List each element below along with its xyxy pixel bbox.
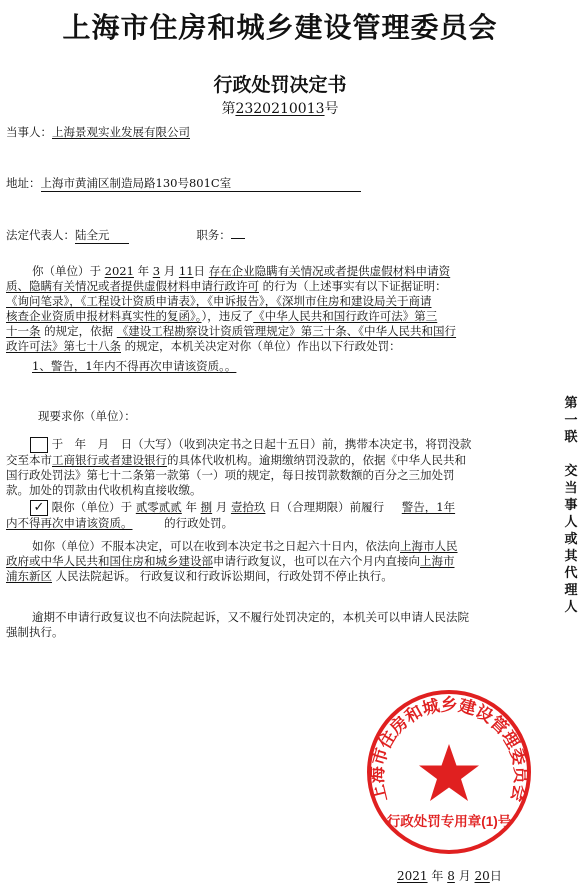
address-value: 上海市黄浦区制造局路130号801C室 — [41, 176, 361, 192]
p4-court: 上海市 — [420, 554, 455, 568]
p2-text-b-post: 的具体代收机构。逾期缴纳罚没款的，依据《中华人民共和 — [167, 453, 466, 467]
deadline-paragraph — [6, 500, 551, 531]
p3-day: 壹拾玖 — [230, 500, 266, 514]
copy-note-char — [562, 446, 580, 463]
copy-note-char: 或 — [564, 532, 578, 547]
p1-text-d: 的规定，依据 — [44, 324, 114, 338]
appeal-paragraph — [6, 539, 551, 584]
p2-bank: 工商银行或者建设银行 — [52, 453, 167, 467]
p4-gov: 上海市人民 — [400, 539, 458, 553]
date-month: 8 — [447, 869, 455, 883]
penalty-item-text: 1、警告，1年内不得再次申请该资质。。 — [32, 359, 237, 373]
p3-day-unit: 日（合理期限）前履行 — [269, 500, 385, 514]
p4-text-a: 如你（单位）不服本决定，可以在收到本决定书之日起六十日内，依法向 — [32, 539, 400, 553]
p1-violation-line1: 存在企业隐瞒有关情况或者提供虚假材料申请资 — [208, 264, 451, 278]
p3-item-line2: 内不得再次申请该资质。 — [6, 516, 133, 530]
p1-year: 2021 — [104, 264, 134, 278]
date-day: 20 — [474, 869, 490, 883]
p1-day: 11 — [178, 264, 194, 278]
party-label: 当事人： — [6, 125, 52, 139]
rep-name: 陆全元 — [75, 228, 129, 244]
p3-item: 警告，1年 — [401, 500, 456, 514]
post-value — [231, 238, 245, 239]
p2-text-a: 于 年 月 日（大写）（收到决定书之日起十五日）前，携带本决定书，将罚没款 — [51, 437, 472, 451]
official-seal — [363, 686, 535, 858]
address-label: 地址： — [6, 176, 41, 190]
deadline-checkbox[interactable]: ✓ — [30, 500, 48, 516]
p1-text-e: 的规定，本机关决定对你（单位）作出以下行政处罚： — [124, 339, 401, 353]
seal-ring-text: 上海市住房和城乡建设管理委员会 — [367, 695, 531, 804]
copy-note-char: 当 — [564, 481, 578, 496]
p1-evidence-line4: 核查企业资质申报材料真实性的复函》。 — [6, 309, 202, 323]
copy-note-char: 其 — [564, 549, 578, 564]
p5-text-b: 强制执行。 — [6, 625, 64, 639]
document-number — [0, 98, 560, 118]
p1-law2: 《建设工程勘察设计资质管理规定》第三十条、《中华人民共和国行 — [116, 324, 457, 338]
date-year-unit: 年 — [431, 869, 444, 883]
p4-text-c: 人民法院起诉。 行政复议和行政诉讼期间，行政处罚不停止执行。 — [55, 569, 393, 583]
p1-law2-line2: 政许可法》第七十八条 — [6, 339, 121, 353]
rep-row — [6, 228, 245, 244]
copy-note-char: 事 — [564, 498, 578, 513]
seal-bottom-text: 行政处罚专用章(1)号 — [386, 814, 512, 829]
post-label: 职务： — [196, 228, 231, 242]
copy-note-char: 理 — [564, 583, 578, 598]
p2-text-b-pre: 交至本市 — [6, 453, 52, 467]
copy-note-char: 交 — [564, 464, 578, 479]
p3-year: 贰零贰贰 — [135, 500, 182, 514]
document-title: 行政处罚决定书 — [213, 74, 347, 96]
p1-month: 3 — [152, 264, 161, 278]
rep-label: 法定代表人： — [6, 228, 75, 242]
p1-law1-line2: 十一条 — [6, 324, 41, 338]
p3-text-a: 限你（单位）于 — [51, 500, 133, 514]
date-year: 2021 — [397, 869, 428, 883]
p1-violation-line2: 质、隐瞒有关情况或者提供虚假材料申请行政许可 — [6, 279, 259, 293]
p5-text-a: 逾期不申请行政复议也不向法院起诉，又不履行处罚决定的，本机关可以申请人民法院 — [32, 610, 469, 624]
p1-law1: 《中华人民共和国行政许可法》第三 — [253, 309, 438, 323]
copy-note-char: 第 — [564, 396, 578, 411]
copy-note-text — [562, 395, 580, 616]
party-name: 上海景观实业发展有限公司 — [52, 125, 190, 139]
agency-title: 上海市住房和城乡建设管理委员会 — [62, 11, 498, 44]
p3-month: 捌 — [200, 500, 213, 514]
payment-paragraph — [6, 437, 551, 498]
payment-checkbox[interactable] — [30, 437, 48, 453]
copy-note-char: 代 — [564, 566, 578, 581]
p1-text-a: 你（单位）于 — [32, 264, 101, 278]
p1-text-c: ），违反了 — [201, 309, 254, 323]
date-day-unit: 日 — [489, 869, 502, 883]
p1-month-unit: 月 — [163, 264, 176, 278]
p3-month-unit: 月 — [215, 500, 228, 514]
issue-date — [397, 867, 502, 884]
doc-number-suffix: 号 — [324, 101, 339, 117]
p1-day-unit: 日 — [193, 264, 206, 278]
date-month-unit: 月 — [458, 869, 471, 883]
p2-text-c: 国行政处罚法》第七十二条第一款第（一）项的规定，每日按罚款数额的百分之三加处罚 — [6, 468, 455, 482]
copy-note-char: 联 — [564, 430, 578, 445]
enforcement-paragraph — [6, 610, 551, 640]
p1-evidence-line3: 《询问笔录》，《工程设计资质申请表》，《申诉报告》，《深圳市住房和建设局关于商请 — [6, 294, 432, 308]
copy-note-vertical — [562, 395, 580, 616]
p3-text-end: 的行政处罚。 — [164, 516, 234, 530]
p2-text-d: 款。加处的罚款由代收机构直接收缴。 — [6, 483, 202, 497]
penalty-item — [32, 359, 236, 374]
copy-note-char: 人 — [564, 515, 578, 530]
p4-court-line3: 浦东新区 — [6, 569, 52, 583]
p3-year-unit: 年 — [185, 500, 197, 514]
seal-star-icon — [419, 744, 479, 801]
doc-number-value: 2320210013 — [235, 101, 325, 117]
require-intro: 现要求你（单位）： — [38, 409, 136, 423]
p1-text-b: 的行为（上述事实有以下证据证明： — [262, 279, 447, 293]
p1-year-unit: 年 — [137, 264, 150, 278]
doc-number-prefix: 第 — [221, 101, 236, 117]
copy-note-char: 人 — [564, 600, 578, 615]
p4-text-b: 申请行政复议，也可以在六个月内直接向 — [213, 554, 420, 568]
address-row — [6, 176, 361, 192]
copy-note-char: 一 — [564, 413, 578, 428]
party-row — [6, 125, 190, 140]
facts-paragraph — [6, 264, 551, 354]
p4-gov-line2: 政府或中华人民共和国住房和城乡建设部 — [6, 554, 213, 568]
